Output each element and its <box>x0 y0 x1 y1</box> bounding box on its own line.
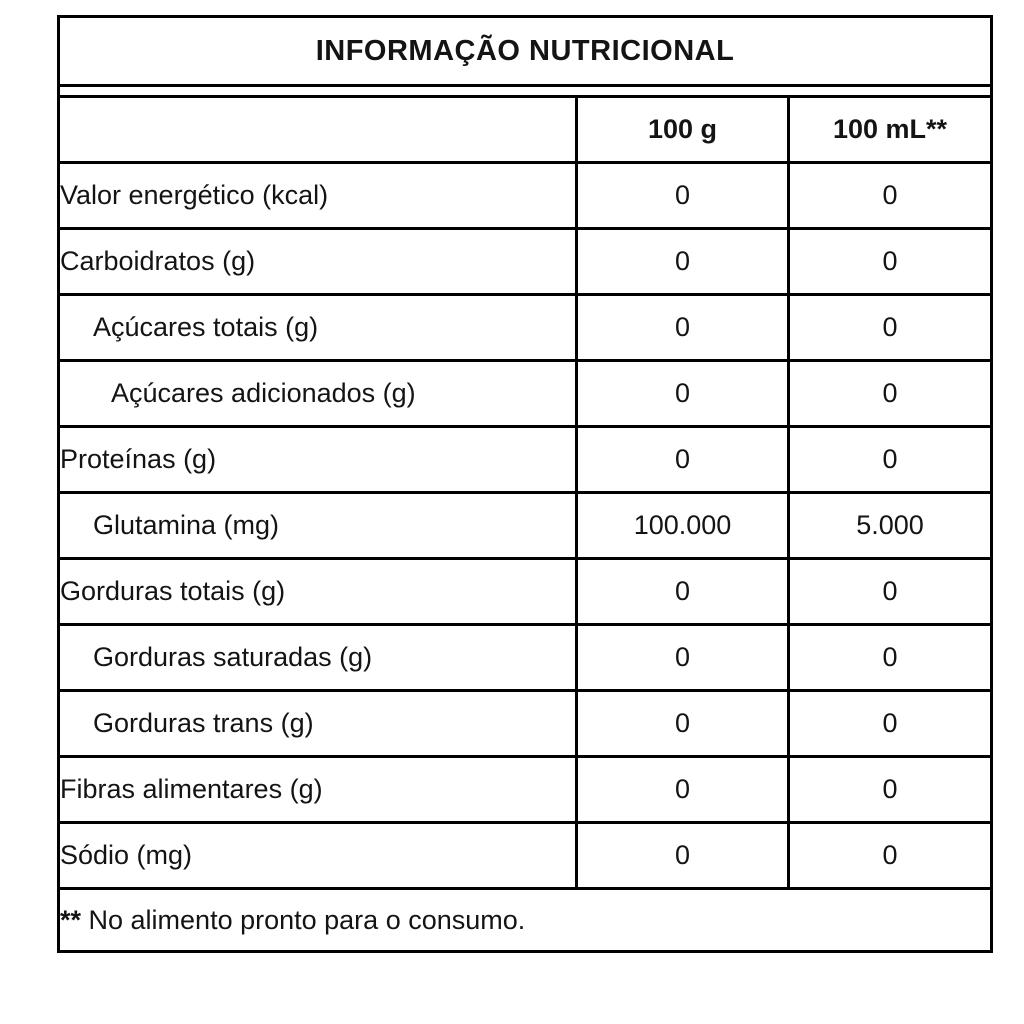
nutrition-facts-table <box>57 15 993 953</box>
value-100g: 0 <box>577 361 789 427</box>
value-100g: 0 <box>577 625 789 691</box>
value-100ml: 0 <box>789 691 992 757</box>
nutrient-label: Carboidratos (g) <box>59 229 577 295</box>
value-100ml: 0 <box>789 295 992 361</box>
value-100ml: 0 <box>789 625 992 691</box>
value-100g: 0 <box>577 691 789 757</box>
footnote-row <box>59 889 992 952</box>
nutrient-label: Açúcares totais (g) <box>59 295 577 361</box>
nutrient-label: Fibras alimentares (g) <box>59 757 577 823</box>
row-valor-energetico <box>59 163 992 229</box>
value-100g: 0 <box>577 757 789 823</box>
row-gorduras-trans <box>59 691 992 757</box>
header-row <box>59 97 992 163</box>
value-100g: 0 <box>577 229 789 295</box>
value-100ml: 0 <box>789 823 992 889</box>
value-100ml: 0 <box>789 559 992 625</box>
row-carboidratos <box>59 229 992 295</box>
row-acucares-adicionados <box>59 361 992 427</box>
table-title: INFORMAÇÃO NUTRICIONAL <box>59 17 992 86</box>
value-100ml: 5.000 <box>789 493 992 559</box>
value-100g: 0 <box>577 295 789 361</box>
value-100g: 0 <box>577 823 789 889</box>
row-gorduras-totais <box>59 559 992 625</box>
nutrient-label: Glutamina (mg) <box>59 493 577 559</box>
footnote <box>59 889 992 952</box>
row-fibras-alimentares <box>59 757 992 823</box>
thick-separator-bar <box>59 86 992 97</box>
nutrient-label: Proteínas (g) <box>59 427 577 493</box>
header-empty-cell <box>59 97 577 163</box>
footnote-text: No alimento pronto para o consumo. <box>81 904 526 935</box>
footnote-marker: ** <box>60 904 82 935</box>
row-acucares-totais <box>59 295 992 361</box>
row-gorduras-saturadas <box>59 625 992 691</box>
value-100g: 0 <box>577 559 789 625</box>
row-glutamina <box>59 493 992 559</box>
separator-bar-fill <box>59 86 992 97</box>
nutrient-label: Açúcares adicionados (g) <box>59 361 577 427</box>
value-100ml: 0 <box>789 757 992 823</box>
value-100ml: 0 <box>789 427 992 493</box>
header-100g: 100 g <box>577 97 789 163</box>
row-proteinas <box>59 427 992 493</box>
nutrient-label: Gorduras totais (g) <box>59 559 577 625</box>
value-100ml: 0 <box>789 163 992 229</box>
value-100g: 100.000 <box>577 493 789 559</box>
value-100g: 0 <box>577 427 789 493</box>
nutrient-label: Sódio (mg) <box>59 823 577 889</box>
nutrient-label: Gorduras saturadas (g) <box>59 625 577 691</box>
header-100ml: 100 mL** <box>789 97 992 163</box>
nutrient-label: Valor energético (kcal) <box>59 163 577 229</box>
row-sodio <box>59 823 992 889</box>
value-100ml: 0 <box>789 229 992 295</box>
value-100g: 0 <box>577 163 789 229</box>
nutrient-label: Gorduras trans (g) <box>59 691 577 757</box>
value-100ml: 0 <box>789 361 992 427</box>
title-row <box>59 17 992 86</box>
